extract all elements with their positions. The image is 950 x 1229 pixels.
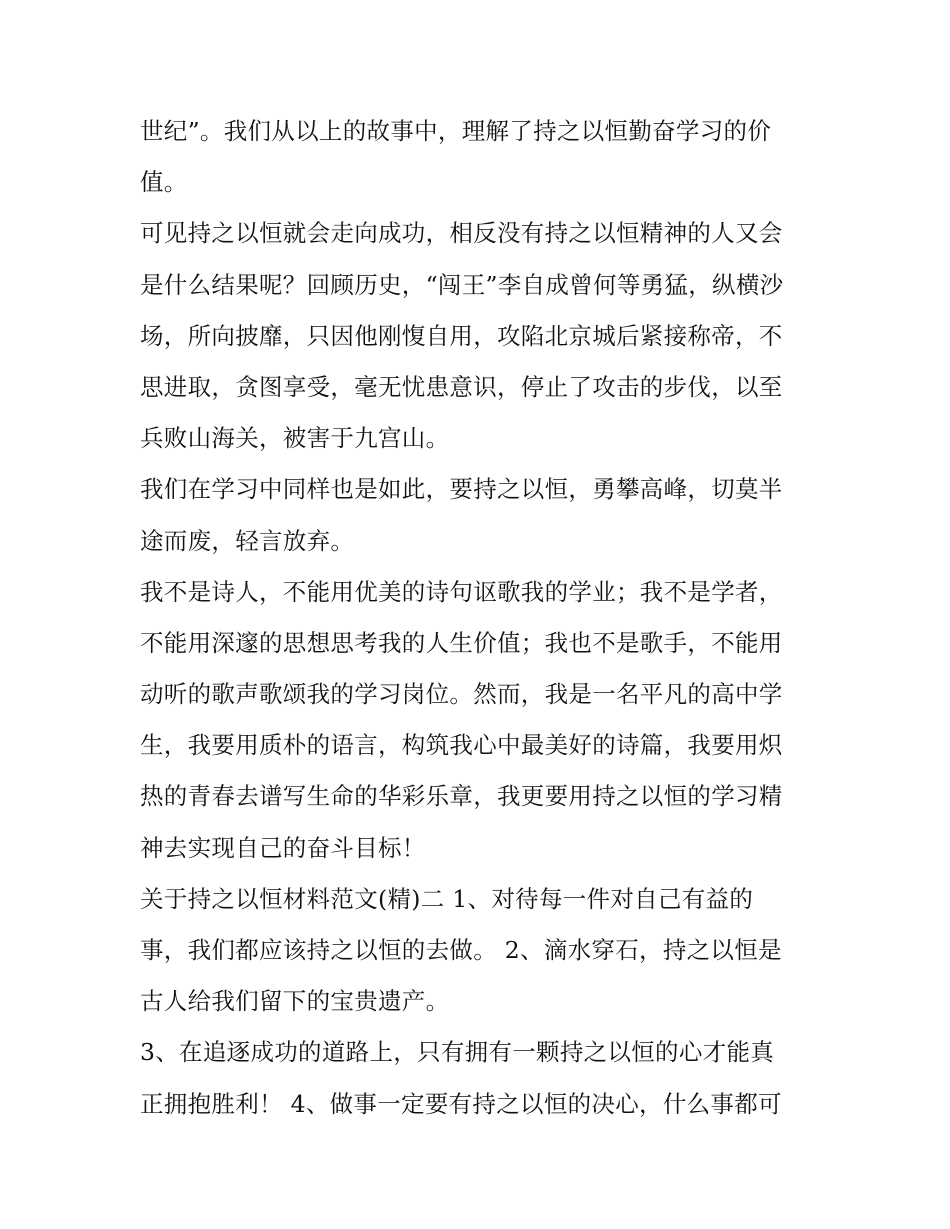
text-line: 途而废，轻言放弃。: [140, 526, 355, 555]
document-body: [140, 106, 820, 1130]
text-line: 生，我要用质朴的语言，构筑我心中最美好的诗篇，我要用炽: [140, 731, 783, 760]
text-line: 值。: [140, 168, 188, 197]
text-line: 古人给我们留下的宝贵遗产。: [140, 987, 450, 1016]
text-line: 场，所向披靡，只因他刚愎自用，攻陷北京城后紧接称帝，不: [140, 321, 783, 350]
text-line: 思进取，贪图享受，毫无忧患意识，停止了攻击的步伐，以至: [140, 372, 783, 401]
text-line: 热的青春去谱写生命的华彩乐章，我更要用持之以恒的学习精: [140, 782, 783, 811]
text-line: 不能用深邃的思想思考我的人生价值；我也不是歌手，不能用: [140, 628, 783, 657]
text-line: 事，我们都应该持之以恒的去做。 2、滴水穿石，持之以恒是: [140, 936, 782, 964]
text-line: 兵败山海关，被害于九宫山。: [140, 424, 450, 453]
text-line: 我们在学习中同样也是如此，要持之以恒，勇攀高峰，切莫半: [140, 475, 783, 504]
text-line: 是什么结果呢？回顾历史，“闯王”李自成曾何等勇猛，纵横沙: [140, 270, 784, 299]
text-line: 神去实现自己的奋斗目标！: [140, 833, 426, 862]
text-line: 可见持之以恒就会走向成功，相反没有持之以恒精神的人又会: [140, 219, 783, 248]
text-line: 3、在追逐成功的道路上，只有拥有一颗持之以恒的心才能真: [140, 1038, 775, 1067]
text-line: 动听的歌声歌颂我的学习岗位。然而，我是一名平凡的高中学: [140, 680, 783, 709]
text-line: 关于持之以恒材料范文(精)二 1、对待每一件对自己有益的: [140, 884, 754, 913]
text-line: 正拥抱胜利！ 4、做事一定要有持之以恒的决心，什么事都可: [140, 1089, 782, 1118]
text-line: 世纪”。我们从以上的故事中，理解了持之以恒勤奋学习的价: [140, 117, 772, 145]
text-line: 我不是诗人，不能用优美的诗句讴歌我的学业；我不是学者，: [140, 577, 783, 606]
